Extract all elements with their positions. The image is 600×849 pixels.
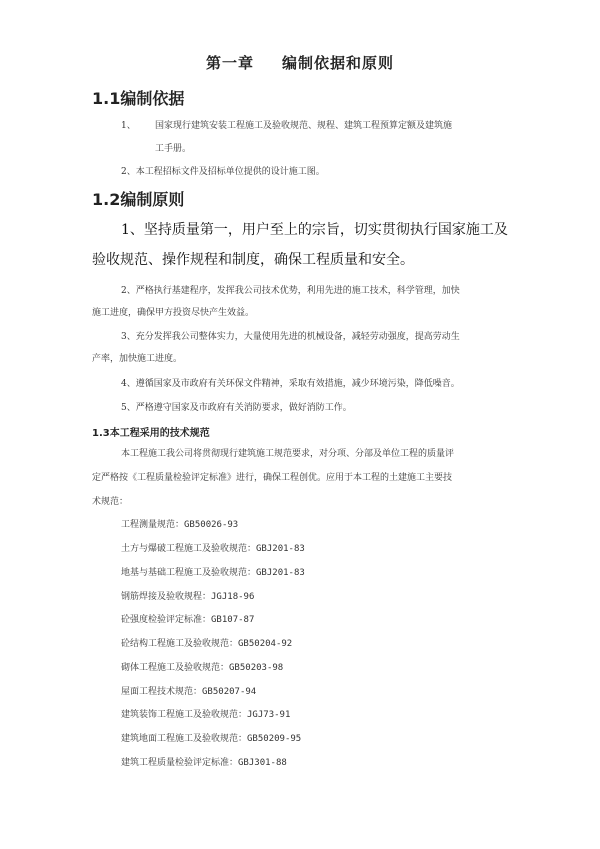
principle-5: 5、严格遵守国家及市政府有关消防要求，做好消防工作。 xyxy=(121,403,352,413)
standard-row xyxy=(121,660,283,673)
standard-name: 工程测量规范： xyxy=(121,520,185,530)
standard-row xyxy=(121,565,305,578)
section-heading-1-1: 1.1编制依据 xyxy=(92,89,185,108)
principle-1-line2: 验收规范、操作规程和制度，确保工程质量和安全。 xyxy=(92,252,414,268)
standard-name: 建筑装饰工程施工及验收规范： xyxy=(121,710,248,720)
basis-item-1-line1: 国家现行建筑安装工程施工及验收规范、规程、建筑工程预算定额及建筑施 xyxy=(155,121,453,131)
standard-name: 建筑工程质量检验评定标准： xyxy=(121,758,239,768)
standard-row xyxy=(121,612,254,625)
standard-code: GB50207-94 xyxy=(202,687,257,697)
standard-row xyxy=(121,684,256,697)
standards-intro-line3: 术规范： xyxy=(92,497,129,507)
chapter-number: 第一章 xyxy=(205,54,254,72)
standard-row xyxy=(121,517,238,530)
standard-code: GBJ301-88 xyxy=(238,758,287,768)
standard-name: 地基与基础工程施工及验收规范： xyxy=(121,568,257,578)
standard-code: GB50026-93 xyxy=(184,520,239,530)
principle-2-line1: 2、严格执行基建程序，发挥我公司技术优势，利用先进的施工技术，科学管理，加快 xyxy=(121,286,460,296)
chapter-name: 编制依据和原则 xyxy=(282,54,395,72)
standard-name: 砼强度检验评定标准： xyxy=(121,615,212,625)
principle-2-line2: 施工进度，确保甲方投资尽快产生效益。 xyxy=(92,308,255,318)
standard-row xyxy=(121,731,301,744)
standard-row xyxy=(121,636,292,649)
principle-4: 4、遵循国家及市政府有关环保文件精神，采取有效措施，减少环境污染，降低噪音。 xyxy=(121,379,460,389)
section-heading-1-2: 1.2编制原则 xyxy=(92,190,185,209)
standard-name: 钢筋焊接及验收规程： xyxy=(121,592,212,602)
standard-name: 砌体工程施工及验收规范： xyxy=(121,663,230,673)
standard-row xyxy=(121,707,290,720)
standard-code: GB50209-95 xyxy=(247,734,302,744)
standards-intro-line1: 本工程施工我公司将贯彻现行建筑施工规范要求，对分项、分部及单位工程的质量评 xyxy=(121,449,455,459)
standard-code: GB50204-92 xyxy=(238,639,293,649)
standard-code: GBJ201-83 xyxy=(256,544,305,554)
standard-code: GBJ201-83 xyxy=(256,568,305,578)
standard-code: GB50203-98 xyxy=(229,663,284,673)
basis-item-1-number: 1、 xyxy=(121,121,136,131)
standard-name: 屋面工程技术规范： xyxy=(121,687,203,697)
principle-3-line2: 产率，加快施工进度。 xyxy=(92,354,183,364)
standard-name: 砼结构工程施工及验收规范： xyxy=(121,639,239,649)
standard-code: JGJ18-96 xyxy=(211,592,255,602)
section-heading-1-3: 1.3本工程采用的技术规范 xyxy=(92,428,210,439)
standard-code: GB107-87 xyxy=(211,615,255,625)
standard-row xyxy=(121,541,305,554)
standards-intro-line2: 定严格按《工程质量检验评定标准》进行，确保工程创优。应用于本工程的土建施工主要技 xyxy=(92,473,453,483)
principle-1-line1: 1、坚持质量第一，用户至上的宗旨，切实贯彻执行国家施工及 xyxy=(121,222,508,238)
basis-item-2: 2、本工程招标文件及招标单位提供的设计施工图。 xyxy=(121,167,325,177)
standard-name: 建筑地面工程施工及验收规范： xyxy=(121,734,248,744)
principle-3-line1: 3、充分发挥我公司整体实力，大量使用先进的机械设备，减轻劳动强度，提高劳动生 xyxy=(121,332,460,342)
chapter-title xyxy=(0,52,600,73)
standard-code: JGJ73-91 xyxy=(247,710,291,720)
basis-item-1-line2: 工手册。 xyxy=(155,144,192,154)
standard-row xyxy=(121,589,254,602)
standard-name: 土方与爆破工程施工及验收规范： xyxy=(121,544,257,554)
standard-row xyxy=(121,755,287,768)
